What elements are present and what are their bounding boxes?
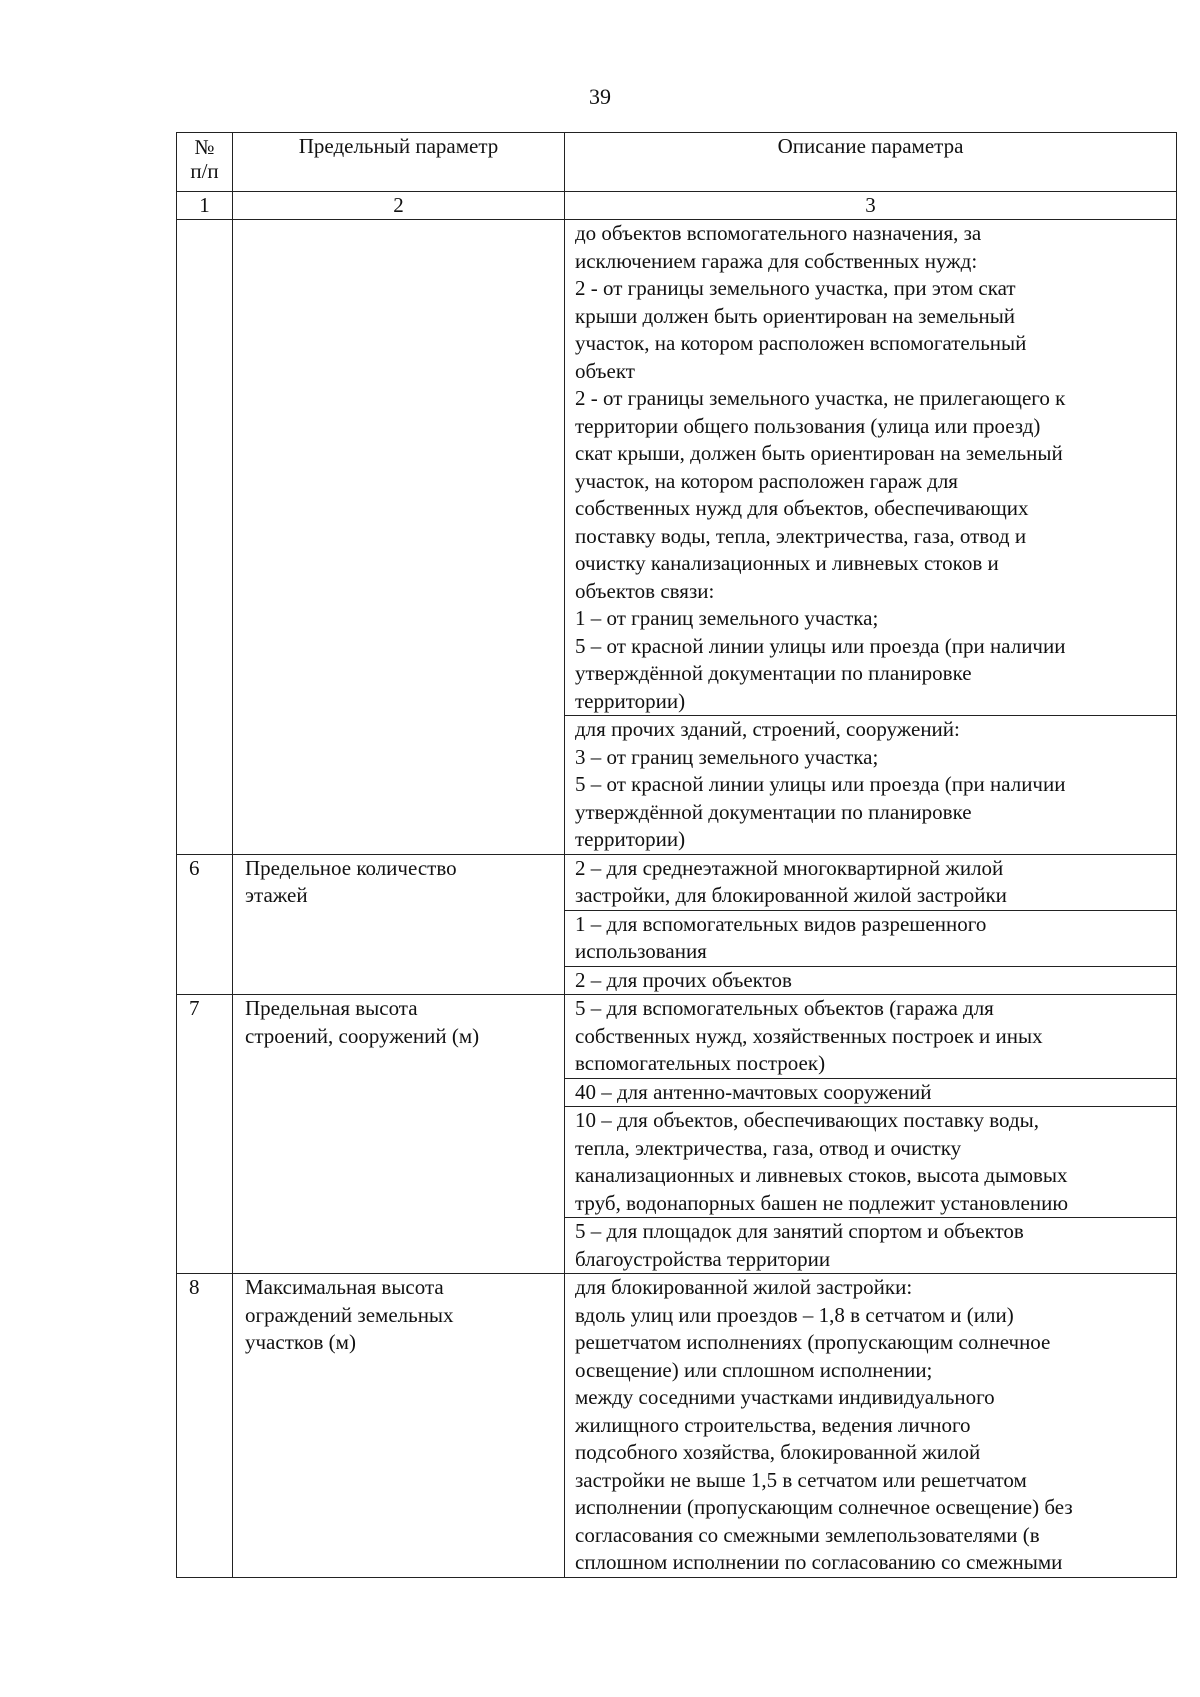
description-line: очистку канализационных и ливневых стоков и bbox=[575, 551, 999, 575]
description-line: утверждённой документации по планировке bbox=[575, 661, 972, 685]
description-line: 1 – для вспомогательных видов разрешенного bbox=[575, 911, 987, 936]
description-line: скат крыши, должен быть ориентирован на земельный bbox=[575, 441, 1063, 465]
parameter-line: Предельная высота bbox=[245, 996, 418, 1020]
parameter-line: этажей bbox=[245, 883, 308, 907]
parameter-cell bbox=[233, 995, 565, 1274]
parameter-line: ограждений земельных bbox=[245, 1302, 454, 1327]
description-line: утверждённой документации по планировке bbox=[575, 799, 972, 824]
parameter-cell bbox=[233, 220, 565, 855]
description-line: участок, на котором расположен гараж для bbox=[575, 468, 958, 493]
parameter-line: Максимальная высота bbox=[245, 1275, 444, 1299]
row-number-cell bbox=[177, 220, 233, 855]
description-line: территории) bbox=[575, 688, 686, 713]
description-line: участок, на котором расположен вспомогательный bbox=[575, 331, 1027, 355]
description-line: сплошном исполнении по согласованию со смежными bbox=[575, 1550, 1063, 1574]
description-line: 5 – от красной линии улицы или проезда (при наличии bbox=[575, 772, 1066, 796]
description-line: до объектов вспомогательного назначения, за bbox=[575, 221, 982, 245]
description-cell bbox=[565, 854, 1177, 910]
description-line: 2 - от границы земельного участка, при этом скат bbox=[575, 276, 1016, 300]
table-row bbox=[177, 854, 1177, 910]
header-number-symbol: № bbox=[194, 135, 215, 159]
description-cell bbox=[565, 1218, 1177, 1274]
column-number-2: 2 bbox=[233, 192, 565, 220]
column-number-3: 3 bbox=[565, 192, 1177, 220]
description-line: 5 – от красной линии улицы или проезда (при наличии bbox=[575, 633, 1066, 658]
table-row bbox=[177, 995, 1177, 1079]
description-line: исполнении (пропускающим солнечное освещение) без bbox=[575, 1495, 1073, 1519]
description-line: застройки, для блокированной жилой застройки bbox=[575, 883, 1007, 907]
description-line: объектов связи: bbox=[575, 578, 715, 603]
parameter-line: участков (м) bbox=[245, 1330, 356, 1354]
description-cell bbox=[565, 220, 1177, 716]
table-row bbox=[177, 220, 1177, 716]
parameter-line: Предельное количество bbox=[245, 855, 457, 880]
description-cell bbox=[565, 716, 1177, 855]
parameter-cell bbox=[233, 1274, 565, 1578]
description-line: вдоль улиц или проездов – 1,8 в сетчатом и (или) bbox=[575, 1302, 1014, 1327]
description-line: 2 – для среднеэтажной многоквартирной жилой bbox=[575, 855, 1004, 880]
table-row bbox=[177, 1274, 1177, 1578]
description-line: поставку воды, тепла, электричества, газа, отвод и bbox=[575, 523, 1027, 548]
parameter-line: строений, сооружений (м) bbox=[245, 1023, 480, 1048]
description-line: жилищного строительства, ведения личного bbox=[575, 1412, 971, 1437]
description-line: вспомогательных построек) bbox=[575, 1051, 826, 1075]
description-line: подсобного хозяйства, блокированной жилой bbox=[575, 1440, 981, 1464]
description-line: решетчатом исполнениях (пропускающим солнечное bbox=[575, 1330, 1051, 1354]
description-line: освещение) или сплошном исполнении; bbox=[575, 1357, 933, 1382]
description-line: 2 – для прочих объектов bbox=[575, 967, 792, 992]
row-number-cell: 6 bbox=[177, 854, 233, 995]
header-parameter-cell: Предельный параметр bbox=[233, 133, 565, 192]
description-cell bbox=[565, 1078, 1177, 1107]
description-line: территории) bbox=[575, 827, 686, 851]
page-number: 39 bbox=[589, 84, 611, 109]
description-line: труб, водонапорных башен не подлежит установлению bbox=[575, 1190, 1069, 1215]
description-line: собственных нужд для объектов, обеспечивающих bbox=[575, 496, 1029, 520]
description-line: 5 – для площадок для занятий спортом и объектов bbox=[575, 1219, 1024, 1243]
header-number-abbr: п/п bbox=[190, 159, 219, 183]
column-number-1: 1 bbox=[177, 192, 233, 220]
description-line: 40 – для антенно-мачтовых сооружений bbox=[575, 1079, 932, 1104]
description-cell bbox=[565, 1107, 1177, 1218]
description-cell bbox=[565, 1274, 1177, 1578]
parameter-cell bbox=[233, 854, 565, 995]
table-body bbox=[177, 220, 1177, 1578]
description-line: тепла, электричества, газа, отвод и очистку bbox=[575, 1135, 962, 1160]
description-line: для блокированной жилой застройки: bbox=[575, 1275, 913, 1299]
description-line: 3 – от границ земельного участка; bbox=[575, 744, 879, 769]
parameters-table bbox=[176, 132, 1177, 1578]
header-number-cell bbox=[177, 133, 233, 192]
description-cell bbox=[565, 995, 1177, 1079]
description-line: для прочих зданий, строений, сооружений: bbox=[575, 717, 960, 741]
description-line: застройки не выше 1,5 в сетчатом или решетчатом bbox=[575, 1467, 1027, 1492]
description-line: 2 - от границы земельного участка, не прилегающего к bbox=[575, 386, 1066, 410]
header-description-cell: Описание параметра bbox=[565, 133, 1177, 192]
description-line: собственных нужд, хозяйственных построек и иных bbox=[575, 1023, 1043, 1048]
description-line: 5 – для вспомогательных объектов (гаража для bbox=[575, 996, 994, 1020]
description-cell bbox=[565, 910, 1177, 966]
row-number-cell: 7 bbox=[177, 995, 233, 1274]
description-line: крыши должен быть ориентирован на земельный bbox=[575, 303, 1016, 328]
description-line: 1 – от границ земельного участка; bbox=[575, 606, 879, 630]
description-line: 10 – для объектов, обеспечивающих поставку воды, bbox=[575, 1108, 1039, 1132]
table-header-row bbox=[177, 133, 1177, 192]
description-line: благоустройства территории bbox=[575, 1246, 831, 1271]
description-line: объект bbox=[575, 358, 635, 383]
column-numbers-row bbox=[177, 192, 1177, 220]
description-line: территории общего пользования (улица или проезд) bbox=[575, 413, 1041, 438]
description-line: согласования со смежными землепользователями (в bbox=[575, 1522, 1040, 1547]
description-line: канализационных и ливневых стоков, высота дымовых bbox=[575, 1163, 1068, 1187]
description-line: использования bbox=[575, 939, 707, 963]
description-line: исключением гаража для собственных нужд: bbox=[575, 248, 978, 273]
description-cell bbox=[565, 966, 1177, 995]
description-line: между соседними участками индивидуального bbox=[575, 1385, 995, 1409]
row-number-cell: 8 bbox=[177, 1274, 233, 1578]
